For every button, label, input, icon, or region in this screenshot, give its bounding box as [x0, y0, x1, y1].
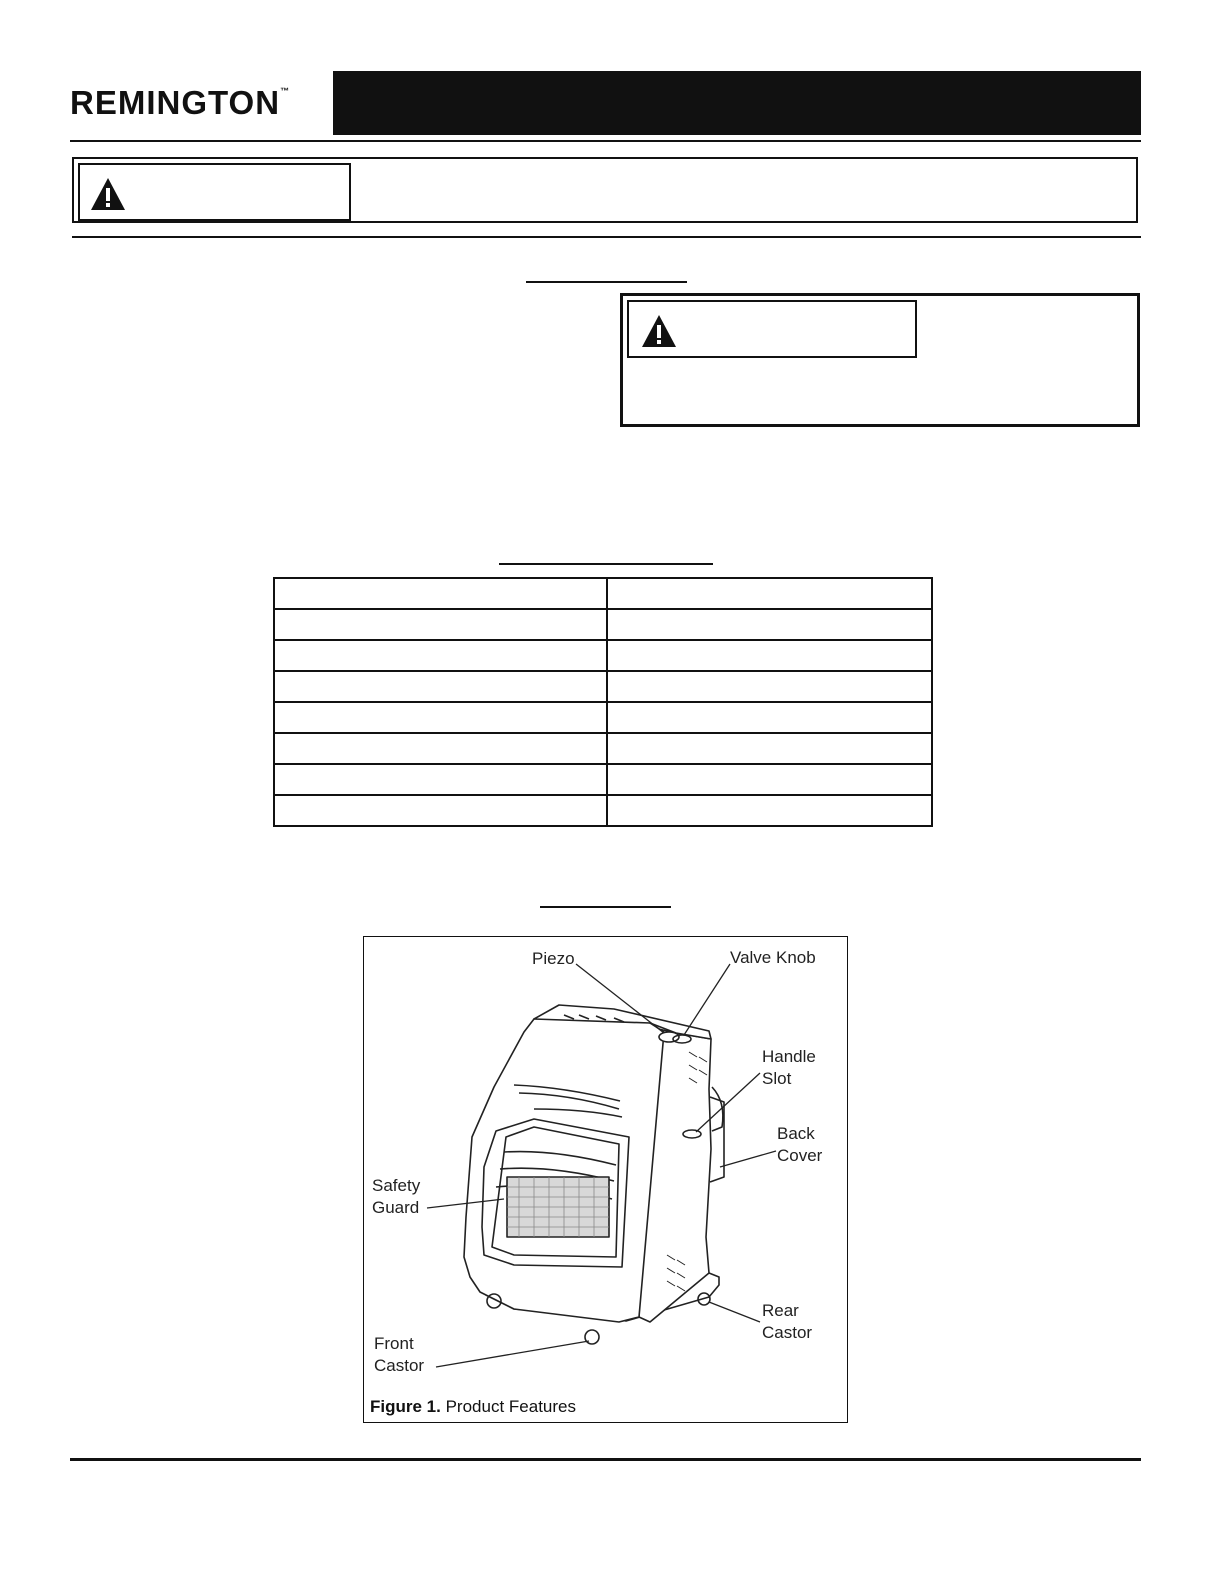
- table-row: [274, 795, 932, 826]
- table-cell: [607, 578, 932, 609]
- table-cell: [274, 671, 607, 702]
- label-line: Slot: [762, 1069, 792, 1088]
- label-piezo: Piezo: [532, 949, 575, 968]
- table-cell: [607, 733, 932, 764]
- table-cell: [274, 764, 607, 795]
- warning-box-tag: [627, 300, 917, 358]
- header-rule: [70, 140, 1141, 142]
- label-line: Front: [374, 1334, 414, 1353]
- table-cell: [274, 702, 607, 733]
- heater-illustration: [364, 937, 846, 1421]
- label-line: Guard: [372, 1198, 420, 1217]
- table-cell: [274, 795, 607, 826]
- figure-caption-text: Product Features: [445, 1397, 576, 1416]
- label-line: Safety: [372, 1176, 421, 1195]
- table-cell: [607, 640, 932, 671]
- specifications-table: [273, 577, 933, 827]
- table-cell: [607, 764, 932, 795]
- table-row: [274, 764, 932, 795]
- table-row: [274, 733, 932, 764]
- features-heading-underline: [540, 906, 671, 908]
- label-line: Rear: [762, 1301, 799, 1320]
- header-bar: [333, 71, 1141, 135]
- warning-triangle-icon: [90, 177, 126, 211]
- table-row: [274, 609, 932, 640]
- label-line: Cover: [777, 1146, 823, 1165]
- table-cell: [274, 640, 607, 671]
- label-front-castor: [374, 1333, 424, 1377]
- warning-triangle-icon: [641, 314, 677, 348]
- table-cell: [274, 609, 607, 640]
- table-cell: [607, 671, 932, 702]
- label-handle-slot: [762, 1046, 816, 1090]
- table-row: [274, 671, 932, 702]
- trademark-mark: ™: [280, 86, 290, 96]
- label-back-cover: [777, 1123, 822, 1167]
- table-cell: [274, 733, 607, 764]
- label-line: Handle: [762, 1047, 816, 1066]
- label-rear-castor: [762, 1300, 812, 1344]
- table-cell: [607, 702, 932, 733]
- table-cell: [274, 578, 607, 609]
- specifications-heading-underline: [499, 563, 713, 565]
- label-safety-guard: [372, 1175, 420, 1219]
- warning-tag: [78, 163, 351, 221]
- table-row: [274, 702, 932, 733]
- section-heading-underline: [526, 281, 687, 283]
- brand-logo: [70, 84, 289, 122]
- figure-caption-number: Figure 1.: [370, 1397, 441, 1416]
- product-features-figure: [363, 936, 848, 1423]
- label-line: Back: [777, 1124, 815, 1143]
- section-rule: [72, 236, 1141, 238]
- table-cell: [607, 795, 932, 826]
- label-line: Castor: [374, 1356, 425, 1375]
- footer-rule: [70, 1458, 1141, 1461]
- table-cell: [607, 609, 932, 640]
- label-line: Castor: [762, 1323, 813, 1342]
- figure-caption: [370, 1397, 576, 1417]
- table-row: [274, 640, 932, 671]
- brand-name: REMINGTON: [70, 84, 281, 121]
- label-valve-knob: Valve Knob: [730, 948, 816, 967]
- table-row: [274, 578, 932, 609]
